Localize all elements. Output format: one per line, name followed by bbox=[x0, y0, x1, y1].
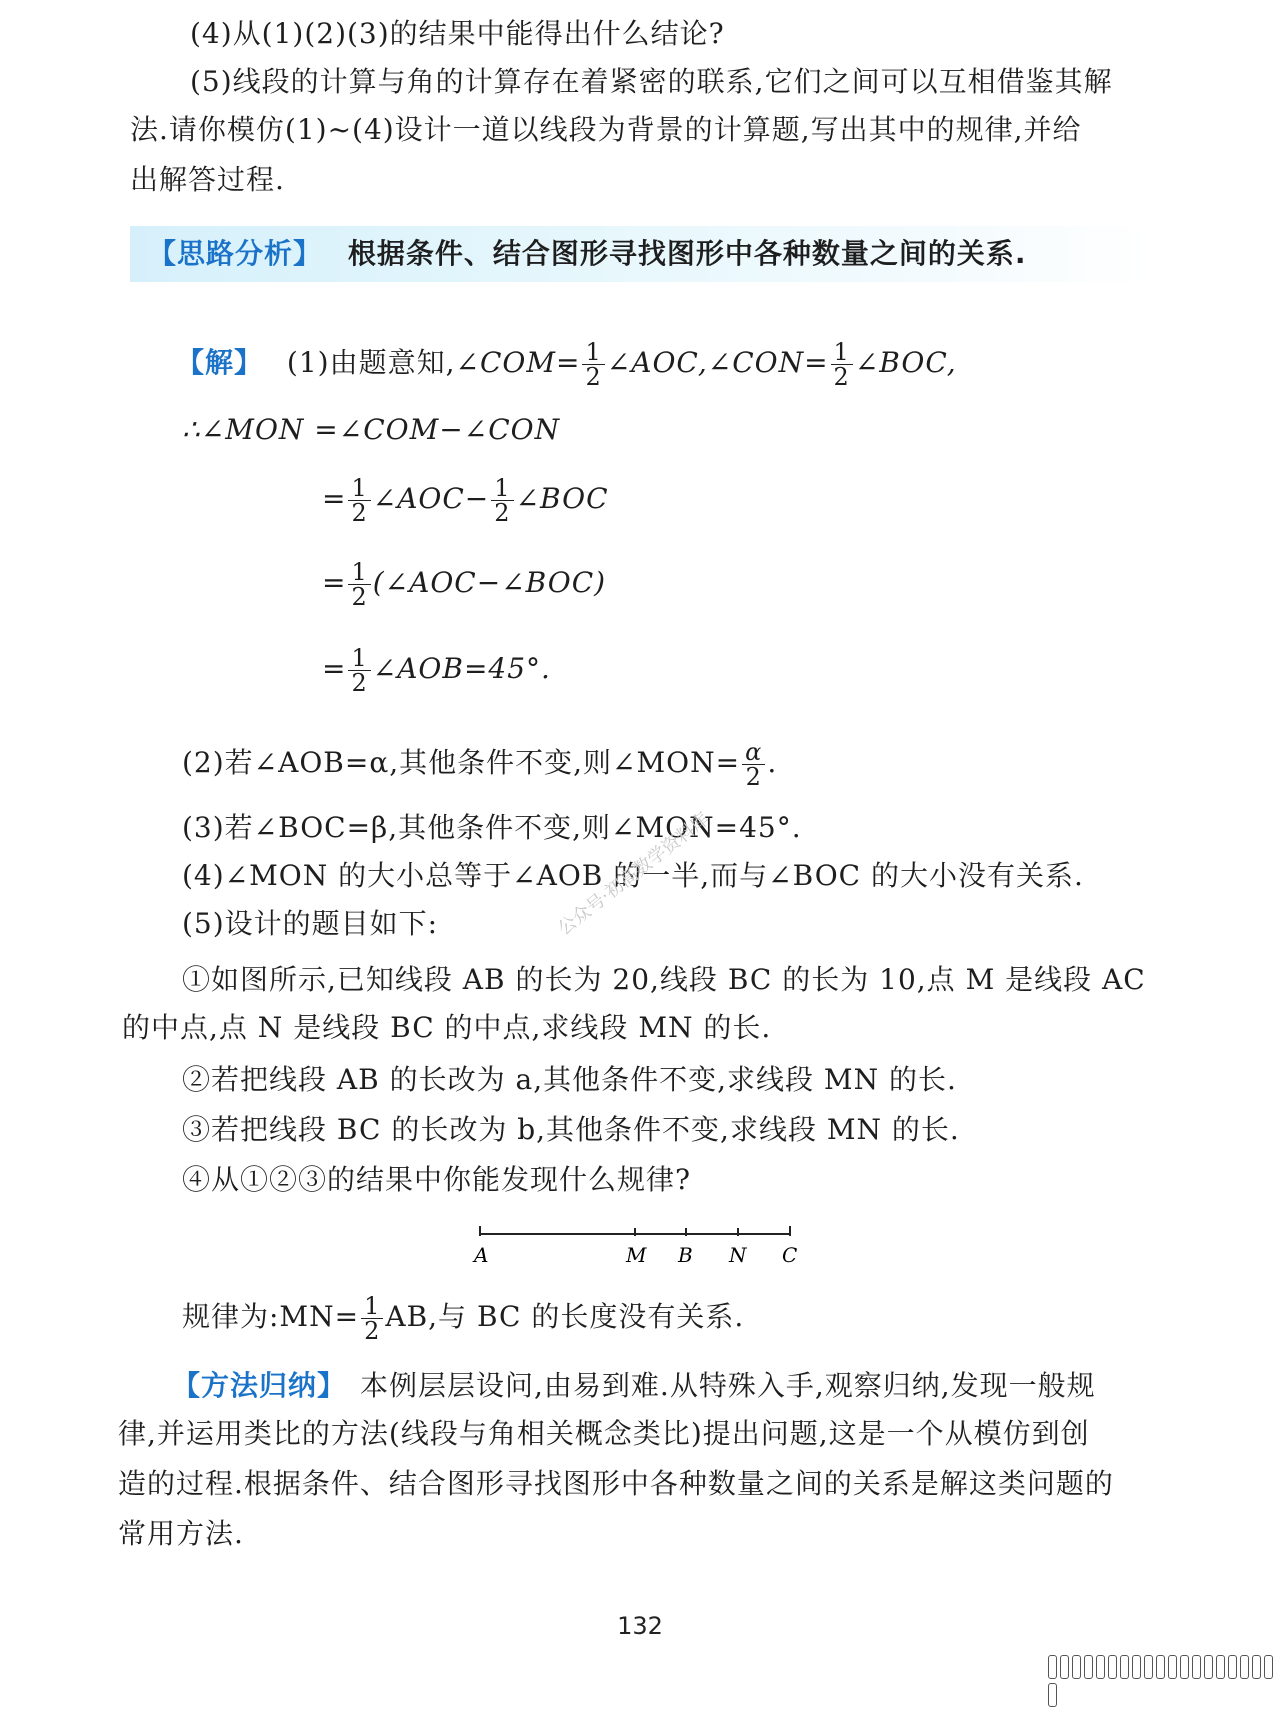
design-question-4: ④从①②③的结果中你能发现什么规律? bbox=[182, 1163, 692, 1196]
step-2: = $\frac{1}{2}$ (∠AOC−∠BOC) bbox=[322, 558, 607, 611]
step-1: = $\frac{1}{2}$ ∠AOC− $\frac{1}{2}$ ∠BOC bbox=[322, 474, 609, 527]
alpha-half-fraction: $\frac{\alpha}{2}$ bbox=[742, 740, 765, 789]
half-fraction: $\frac{1}{2}$ bbox=[831, 340, 853, 389]
angle-boc-text: ∠BOC, bbox=[854, 346, 957, 379]
method-line-1: 【方法归纳】 本例层层设问,由易到难.从特殊入手,观察归纳,发现一般规 bbox=[172, 1369, 1096, 1402]
design-question-3: ③若把线段 BC 的长改为 b,其他条件不变,求线段 MN 的长. bbox=[182, 1113, 960, 1146]
label-m: M bbox=[626, 1243, 647, 1267]
label-a: A bbox=[474, 1243, 489, 1267]
angle-con-eq: ∠CON= bbox=[707, 346, 829, 379]
half-fraction: $\frac{1}{2}$ bbox=[361, 1294, 383, 1343]
solution-part-1 bbox=[176, 340, 957, 389]
method-line-4: 常用方法. bbox=[118, 1517, 244, 1550]
half-fraction: $\frac{1}{2}$ bbox=[348, 560, 370, 609]
solution-tag: 【解】 bbox=[176, 346, 264, 379]
angle-aoc-text: ∠AOC, bbox=[606, 346, 708, 379]
method-line-3: 造的过程.根据条件、结合图形寻找图形中各种数量之间的关系是解这类问题的 bbox=[118, 1467, 1114, 1500]
rule-line: 规律为:MN= $\frac{1}{2}$ AB,与 BC 的长度没有关系. bbox=[182, 1292, 745, 1345]
therefore-line: ∴∠MON =∠COM−∠CON bbox=[182, 413, 561, 446]
watermark: 公众号·初高数学资料库 bbox=[554, 808, 714, 940]
design-question-1-line-2: 的中点,点 N 是线段 BC 的中点,求线段 MN 的长. bbox=[122, 1011, 772, 1044]
question-5-line-3: 出解答过程. bbox=[130, 163, 285, 196]
solution-part-3: (3)若∠BOC=β,其他条件不变,则∠MON=45°. bbox=[182, 811, 802, 844]
half-fraction: $\frac{1}{2}$ bbox=[348, 646, 370, 695]
page-number: 132 bbox=[617, 1612, 663, 1640]
question-4: (4)从(1)(2)(3)的结果中能得出什么结论? bbox=[190, 17, 725, 50]
half-fraction: $\frac{1}{2}$ bbox=[348, 476, 370, 525]
label-b: B bbox=[678, 1243, 693, 1267]
solution-part-5: (5)设计的题目如下: bbox=[182, 907, 439, 940]
line-segment-diagram bbox=[470, 1222, 810, 1292]
design-question-2: ②若把线段 AB 的长改为 a,其他条件不变,求线段 MN 的长. bbox=[182, 1063, 957, 1096]
solution-p1-prefix: (1)由题意知, bbox=[286, 346, 456, 379]
step-3: = $\frac{1}{2}$ ∠AOB=45°. bbox=[322, 644, 551, 697]
analysis-section bbox=[148, 234, 1027, 274]
angle-com-eq: ∠COM= bbox=[455, 346, 581, 379]
half-fraction: $\frac{1}{2}$ bbox=[582, 340, 604, 389]
question-5-line-1: (5)线段的计算与角的计算存在着紧密的联系,它们之间可以互相借鉴其解 bbox=[190, 65, 1113, 98]
label-n: N bbox=[729, 1243, 747, 1267]
method-line-2: 律,并运用类比的方法(线段与角相关概念类比)提出问题,这是一个从模仿到创 bbox=[118, 1417, 1090, 1450]
label-c: C bbox=[782, 1243, 798, 1267]
analysis-text: 根据条件、结合图形寻找图形中各种数量之间的关系. bbox=[347, 237, 1027, 270]
design-question-1-line-1: ①如图所示,已知线段 AB 的长为 20,线段 BC 的长为 10,点 M 是线段 AC bbox=[182, 963, 1146, 996]
analysis-tag: 【思路分析】 bbox=[148, 237, 323, 270]
half-fraction: $\frac{1}{2}$ bbox=[491, 476, 513, 525]
barcode-icon bbox=[1048, 1655, 1280, 1679]
method-tag: 【方法归纳】 bbox=[172, 1369, 347, 1402]
solution-part-2: (2)若∠AOB=α,其他条件不变,则∠MON= $\frac{\alpha}{2}$ . bbox=[182, 738, 778, 791]
question-5-line-2: 法.请你模仿(1)~(4)设计一道以线段为背景的计算题,写出其中的规律,并给 bbox=[130, 113, 1082, 146]
solution-part-4: (4)∠MON 的大小总等于∠AOB 的一半,而与∠BOC 的大小没有关系. bbox=[182, 859, 1084, 892]
